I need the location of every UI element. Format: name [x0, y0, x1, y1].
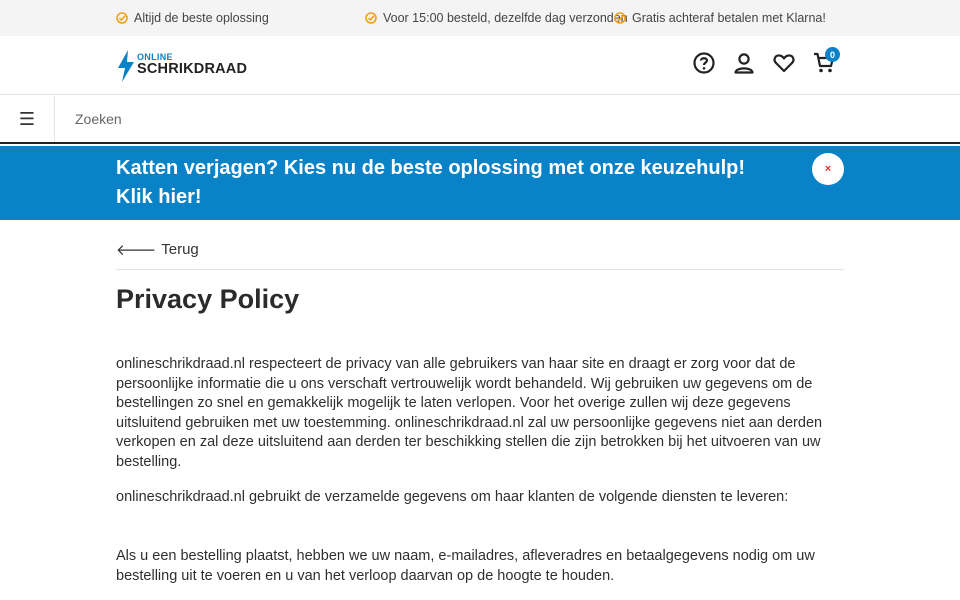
usp-item: [365, 0, 628, 36]
back-link[interactable]: [116, 240, 199, 258]
page-title: Privacy Policy: [116, 284, 300, 314]
heart-icon[interactable]: [772, 51, 796, 75]
usp-bar: [0, 0, 960, 36]
paragraph: onlineschrikdraad.nl respecteert de privacy van alle gebruikers van haar site en draagt er zorg voor dat de persoonlijke informatie die u ons verschaft vertrouwelijk wordt behandeld. Wij gebruiken uw gegevens om de bestellingen zo snel en gemakkelijk mogelijk te laten verlopen. Voor het overige zullen wij deze gegevens uitsluitend gebruiken met uw toestemming. onlineschrikdraad.nl zal uw persoonlijke gegevens niet aan derden verkopen en zal deze uitsluitend aan derden ter beschikking stellen die zijn betrokken bij het uitvoeren van uw bestelling.: [116, 356, 823, 470]
promo-link[interactable]: Katten verjagen? Kies nu de beste oplossing met onze keuzehulp! Klik hier!: [116, 157, 746, 208]
back-label: Terug: [161, 240, 199, 258]
close-button[interactable]: [812, 153, 844, 185]
help-icon[interactable]: [692, 51, 716, 75]
logo-small-text: ONLINE: [137, 52, 173, 62]
close-icon: ×: [824, 163, 832, 175]
paragraph: onlineschrikdraad.nl gebruikt de verzamelde gegevens om haar klanten de volgende diensten te leveren:: [116, 489, 789, 505]
user-icon[interactable]: [732, 51, 756, 75]
arrow-left-icon: 🡐: [116, 241, 157, 259]
cart-count-badge: 0: [825, 47, 840, 62]
search-input[interactable]: [55, 96, 960, 142]
search-bar: [0, 96, 960, 144]
paragraph: Als u een bestelling plaatst, hebben we uw naam, e-mailadres, afleveradres en betaalgegevens nodig om uw bestelling uit te voeren en u van het verloop daarvan op de hoogte te houden.: [116, 548, 815, 584]
site-header: [0, 36, 960, 95]
promo-banner: [0, 146, 960, 220]
divider: [116, 269, 844, 270]
usp-item: [614, 0, 826, 36]
usp-item: [116, 0, 269, 36]
usp-text: Altijd de beste oplossing: [134, 11, 269, 25]
check-badge-icon: [365, 12, 377, 24]
check-badge-icon: [614, 12, 626, 24]
logo[interactable]: [116, 50, 248, 84]
logo-brand-text: SCHRIKDRAAD: [137, 61, 248, 77]
menu-button[interactable]: [0, 96, 55, 142]
lightning-bolt-icon: [116, 50, 136, 82]
usp-text: Voor 15:00 besteld, dezelfde dag verzonden: [383, 11, 628, 25]
check-badge-icon: [116, 12, 128, 24]
hamburger-icon: ☰: [18, 108, 36, 129]
usp-text: Gratis achteraf betalen met Klarna!: [632, 11, 826, 25]
